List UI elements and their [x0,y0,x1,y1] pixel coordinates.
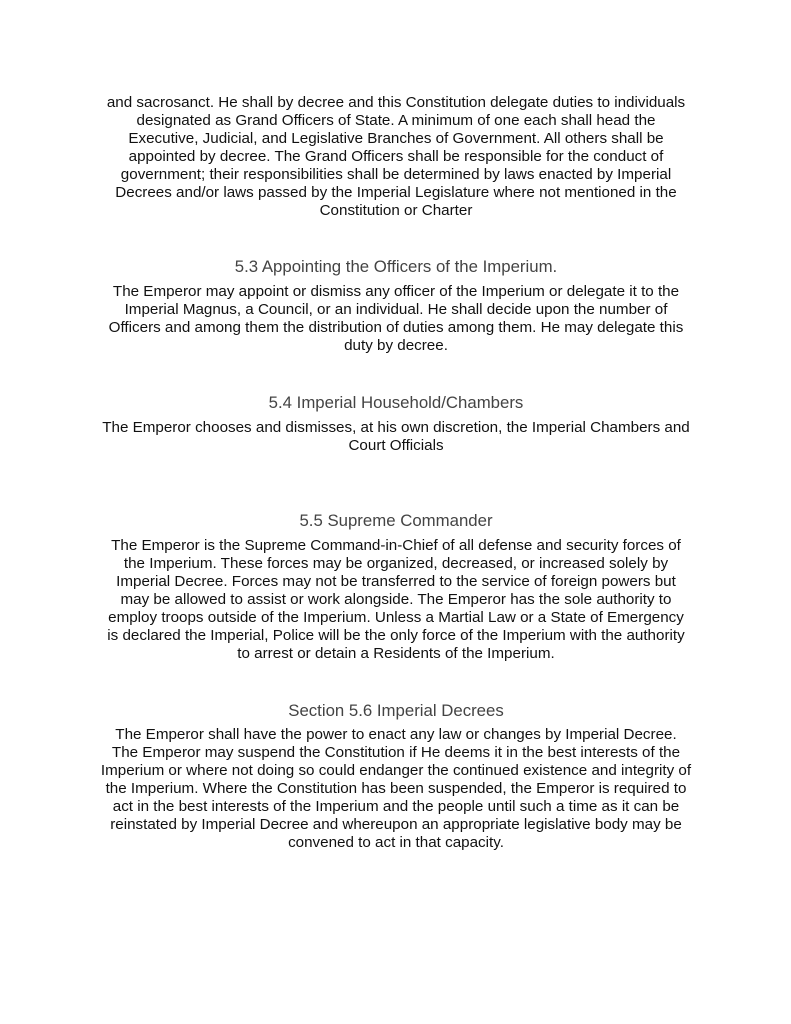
section-heading-5-6: Section 5.6 Imperial Decrees [288,701,504,720]
paragraph-line: duty by decree. [344,337,448,354]
paragraph-line: The Emperor chooses and dismisses, at his own discretion, the Imperial Chambers and [102,419,690,436]
paragraph-line: to arrest or detain a Residents of the Imperium. [237,645,555,662]
paragraph-line: convened to act in that capacity. [288,834,504,851]
section-heading-5-5: 5.5 Supreme Commander [299,511,493,530]
paragraph-line: reinstated by Imperial Decree and whereupon an appropriate legislative body may be [110,816,682,833]
paragraph-line: the Imperium. These forces may be organized, decreased, or increased solely by [123,555,669,572]
paragraph-line: may be allowed to assist or work alongside. The Emperor has the sole authority to [120,591,672,608]
paragraph-line: and sacrosanct. He shall by decree and this Constitution delegate duties to individuals [106,94,686,111]
paragraph-line: The Emperor is the Supreme Command-in-Chief of all defense and security forces of [111,537,681,554]
paragraph-line: the Imperium. Where the Constitution has been suspended, the Emperor is required to [105,780,687,797]
paragraph-line: The Emperor may appoint or dismiss any officer of the Imperium or delegate it to the [112,283,680,300]
paragraph-line: Decrees and/or laws passed by the Imperial Legislature where not mentioned in the [115,184,677,201]
paragraph-line: Imperial Decree. Forces may not be transferred to the service of foreign powers but [116,573,676,590]
intro-paragraph [92,94,700,220]
paragraph-line: Imperium or where not doing so could endanger the continued existence and integrity of [100,762,692,779]
paragraph-line: Imperial Magnus, a Council, or an individual. He shall decide upon the number of [124,301,668,318]
paragraph-line: government; their responsibilities shall be determined by laws enacted by Imperial [120,166,672,183]
section-body-5-3 [92,283,700,355]
section-body-5-5 [92,537,700,663]
paragraph-line: is declared the Imperial, Police will be the only force of the Imperium with the authority [107,627,685,644]
section-body-5-6 [92,726,700,852]
paragraph-line: appointed by decree. The Grand Officers shall be responsible for the conduct of [128,148,664,165]
paragraph-line: act in the best interests of the Imperium and the people until such a time as it can be [112,798,680,815]
paragraph-line: Court Officials [348,437,444,454]
section-body-5-4 [92,419,700,455]
section-heading-5-3: 5.3 Appointing the Officers of the Imperium. [234,257,558,276]
paragraph-line: The Emperor may suspend the Constitution if He deems it in the best interests of the [111,744,681,761]
paragraph-line: Executive, Judicial, and Legislative Branches of Government. All others shall be [128,130,664,147]
paragraph-line: designated as Grand Officers of State. A minimum of one each shall head the [136,112,656,129]
paragraph-line: Constitution or Charter [319,202,473,219]
paragraph-line: The Emperor shall have the power to enact any law or changes by Imperial Decree. [115,726,677,743]
paragraph-line: Officers and among them the distribution of duties among them. He may delegate this [108,319,684,336]
section-heading-5-4: 5.4 Imperial Household/Chambers [268,393,524,412]
paragraph-line: employ troops outside of the Imperium. Unless a Martial Law or a State of Emergency [108,609,684,626]
